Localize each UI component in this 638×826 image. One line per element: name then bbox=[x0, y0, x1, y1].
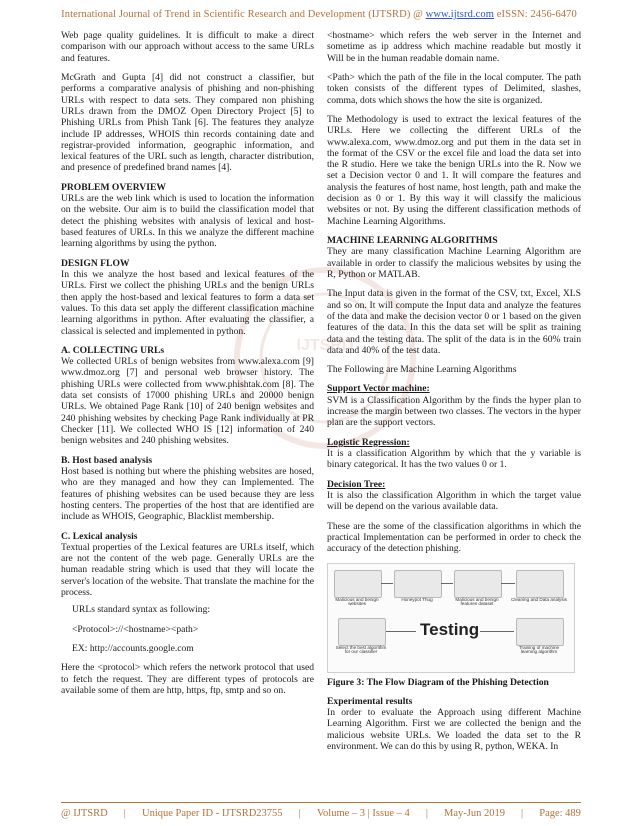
paragraph: These are the some of the classification algorithms in which the practical Implementation can be performed in order to check the accuracy of the detection phishing. bbox=[327, 520, 581, 555]
url-syntax: <Protocol>://<hostname><path> bbox=[72, 623, 199, 635]
flow-arrow bbox=[386, 631, 416, 632]
malicious-websites-label: Malicious and benign websites bbox=[335, 596, 379, 607]
select-algorithm-box bbox=[338, 618, 386, 646]
features-dataset-label: Malicious and benign features dataset bbox=[455, 596, 499, 607]
section-heading-problem-overview: PROBLEM OVERVIEW bbox=[61, 181, 166, 193]
section-heading-host-based: B. Host based analysis bbox=[61, 454, 153, 466]
syntax-intro: URLs standard syntax as following: bbox=[72, 604, 211, 616]
section-heading-collecting-urls: A. COLLECTING URLs bbox=[61, 344, 165, 356]
footer-rule bbox=[61, 802, 581, 803]
paragraph: SVM is a Classification Algorithm by the finds the hyper plan to increase the margin between two classes. The vectors in the hyper plan are the support vectors. bbox=[327, 394, 581, 429]
paragraph: In order to evaluate the Approach using different Machine Learning Algorithm. First we are collected the benign and the malicious website URLs. We loaded the data set to the R environment. We can do this by using R, python, WEKA. In bbox=[327, 707, 581, 753]
footer-volume: Volume – 3 | Issue – 4 bbox=[316, 808, 410, 819]
paragraph: The Following are Machine Learning Algorithms bbox=[327, 364, 517, 376]
paragraph: <hostname> which refers the web server in the Internet and sometime as ip address which machine readable but mostly it Will be in the human readable domain name. bbox=[327, 30, 581, 64]
journal-url-link[interactable]: www.ijtsrd.com bbox=[425, 9, 495, 20]
journal-header bbox=[0, 9, 638, 20]
left-column bbox=[61, 30, 314, 704]
figure-caption: Figure 3: The Flow Diagram of the Phishing Detection bbox=[327, 676, 549, 688]
subheading-logistic-regression: Logistic Regression: bbox=[327, 436, 410, 448]
paragraph: We collected URLs of benign websites from www.alexa.com [9] www.dmoz.org [7] and personal web browser history. The phishing URLs were collected from www.phishtak.com [8]. The data set consists of 17000 phishing URLs and 20000 benign URLs. We obtained Page Rank [10] of 240 benign websites and 240 phishing websites by checking Page Rank individually at PR Checker [11]. We collected WHO IS [12] information of 240 benign websites and 240 phishing websites. bbox=[61, 356, 314, 447]
footer-separator: | bbox=[425, 808, 428, 819]
footer-separator: | bbox=[521, 808, 524, 819]
paragraph: Host based is nothing but where the phishing websites are hosed, who are they managed and how they can Implemented. The features of phishing websites can be used because they are less hosting centers. The properties of the host that are identified are include as WHOIS, Geographic, Blacklist membership. bbox=[61, 465, 314, 523]
testing-label: Testing bbox=[420, 619, 480, 639]
paragraph: It is also the classification Algorithm in which the target value will be depend on the various available data. bbox=[327, 489, 581, 513]
footer-separator: | bbox=[123, 808, 126, 819]
section-heading-lexical: C. Lexical analysis bbox=[61, 530, 138, 542]
cleaning-label: Cleaning and Data analysis bbox=[511, 596, 567, 602]
honeypot-label: Honeypot Thug bbox=[401, 596, 433, 602]
cleaning-box bbox=[516, 570, 564, 598]
paragraph: McGrath and Gupta [4] did not construct a classifier, but performs a comparative analysis of phishing and non-phishing URLs with respect to data sets. They compared non phishing URLs drawn from the DMOZ Open Directory Project [5] to Phishing URLs from Phish Tank [6]. The features they analyze include IP addresses, WHOIS thin records containing date and registrar-provided information, geographic information, and lexical features of the URL such as length, character distribution, and presence of predefined brand names [4]. bbox=[61, 71, 314, 174]
paragraph: <Path> which the path of the file in the local computer. The path token consists of the different types of Delimited, slashes, comma, dots which shows the how the site is organized. bbox=[327, 71, 581, 106]
malicious-websites-box bbox=[334, 570, 382, 598]
flow-arrow bbox=[441, 583, 453, 584]
footer-site: @ IJTSRD bbox=[61, 808, 108, 819]
paragraph: Web page quality guidelines. It is difficult to make a direct comparison with our approach without access to the same URLs and features. bbox=[61, 30, 314, 64]
page-footer bbox=[61, 808, 581, 819]
training-label: Training of machine learning algorithm bbox=[518, 644, 560, 655]
flow-arrow bbox=[501, 583, 515, 584]
footer-page: Page: 489 bbox=[539, 808, 581, 819]
paragraph: They are many classification Machine Learning Algorithm are available in order to classify the malicious websites by using the R, Python or MATLAB. bbox=[327, 246, 581, 280]
footer-paper-id: Unique Paper ID - IJTSRD23755 bbox=[141, 808, 283, 819]
subheading-decision-tree: Decision Tree: bbox=[327, 478, 386, 490]
footer-separator: | bbox=[298, 808, 301, 819]
flow-arrow bbox=[381, 583, 393, 584]
subheading-svm: Support Vector machine: bbox=[327, 383, 430, 395]
flow-arrow bbox=[480, 631, 514, 632]
section-heading-design-flow: DESIGN FLOW bbox=[61, 257, 130, 269]
right-column bbox=[327, 30, 581, 760]
paragraph: It is a classification Algorithm by which that the y variable is binary categorical. It has the two values 0 or 1. bbox=[327, 448, 581, 471]
journal-eissn: eISSN: 2456-6470 bbox=[496, 9, 577, 20]
paragraph: In this we analyze the host based and lexical features of the URLs. First we collect the phishing URLs and the benign URLs then apply the host-based and lexical features to form a data set values. To this data set apply the different classification machine learning algorithms in python. After evaluating the classifier, a classical is selected and implemented in python. bbox=[61, 268, 314, 337]
footer-date: May-Jun 2019 bbox=[444, 808, 505, 819]
svg-text:IJTSRD: IJTSRD bbox=[296, 337, 354, 354]
paragraph: Textual properties of the Lexical features are URLs itself, which are not the content of the web page. Generally URLs are the human readable string which is used that they will locate the server's location of the website. That translate the machine for the process. bbox=[61, 541, 314, 599]
url-example: EX: http://accounts.google.com bbox=[72, 643, 194, 654]
training-box bbox=[516, 618, 564, 646]
journal-title: International Journal of Trend in Scientific Research and Development (IJTSRD) @ bbox=[61, 9, 423, 20]
subheading-experimental-results: Experimental results bbox=[327, 695, 413, 707]
section-heading-ml-algorithms: MACHINE LEARNING ALGORITHMS bbox=[327, 235, 498, 246]
flow-diagram-figure bbox=[327, 563, 575, 673]
paragraph: The Methodology is used to extract the lexical features of the URLs. Here we collecting the different URLs of the www.alexa.com, www.dmoz.org and put them in the data set in the format of the CSV or the excel file and load the data set into the R studio. Here we take the benign URLs into the R. Now we set a Decision vector 0 and 1. It will compare the features and analysis the features of host name, host length, path and make the decision as 0 or 1. By this way it will classify the malicious websites or not. By using the different classification methods of Machine Learning Algorithms. bbox=[327, 113, 581, 227]
paragraph: URLs are the web link which is used to location the information on the website. Our aim is to build the classification model that detect the phishing websites with analysis of lexical and host-based features of URLs. In this we analyze the different machine learning algorithms by using the python. bbox=[61, 193, 314, 250]
select-algorithm-label: Select the best algorithm for our classifier bbox=[335, 644, 387, 655]
honeypot-box bbox=[394, 570, 442, 598]
paragraph: Here the <protocol> which refers the network protocol that used to fetch the request. They are different types of protocols are available some of them are http, https, ftp, smtp and so on. bbox=[61, 662, 314, 696]
features-dataset-box bbox=[454, 570, 502, 598]
paragraph: The Input data is given in the format of the CSV, txt, Excel, XLS and so on. It will compute the Input data and analyze the features of the data and make the decision vector 0 or 1 based on the given features of the data. In this the data set will be split as training data and the testing data. The split of the data is in the 60% train data and 40% of the test data. bbox=[327, 288, 581, 356]
